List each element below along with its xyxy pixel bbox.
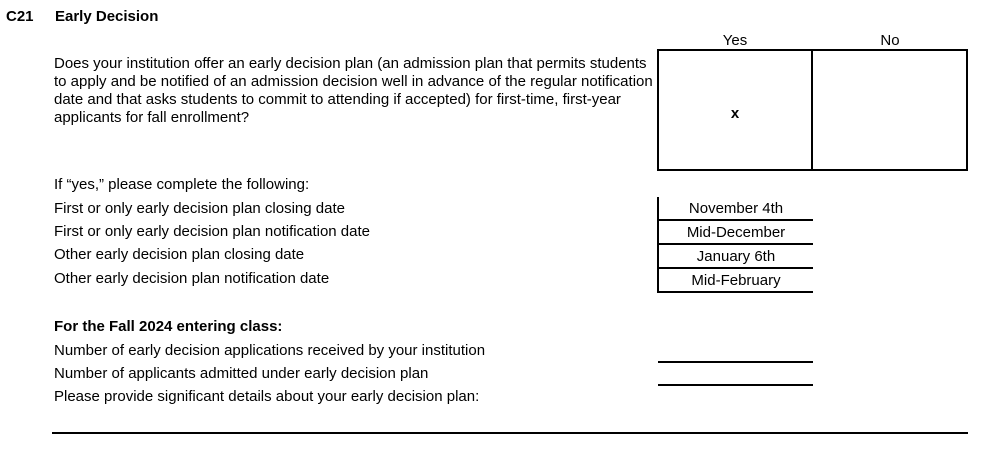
- yes-check-mark: x: [730, 105, 740, 122]
- applicants-admitted-label: Number of applicants admitted under early decision plan: [54, 365, 429, 382]
- first-closing-date-label: First or only early decision plan closing date: [54, 200, 345, 217]
- plan-details-label: Please provide significant details about your early decision plan:: [54, 388, 480, 405]
- other-notification-date-label: Other early decision plan notification date: [54, 270, 330, 287]
- first-notification-date-label: First or only early decision plan notification date: [54, 223, 370, 240]
- followup-intro: If “yes,” please complete the following:: [54, 176, 310, 193]
- applications-received-field[interactable]: [658, 361, 813, 363]
- other-closing-date-label: Other early decision plan closing date: [54, 246, 305, 263]
- yes-column-header: Yes: [722, 32, 748, 49]
- fall-class-heading: For the Fall 2024 entering class:: [54, 318, 283, 335]
- yes-answer-box[interactable]: [657, 49, 813, 171]
- applications-received-label: Number of early decision applications received by your institution: [54, 342, 486, 359]
- first-closing-date-field[interactable]: November 4th: [657, 197, 813, 221]
- other-closing-date-field[interactable]: January 6th: [657, 245, 813, 269]
- section-code: C21: [6, 8, 34, 25]
- first-notification-date-field[interactable]: Mid-December: [657, 221, 813, 245]
- other-notification-date-field[interactable]: Mid-February: [657, 269, 813, 293]
- section-divider: [52, 432, 968, 434]
- early-decision-question: Does your institution offer an early decision plan (an admission plan that permits students to apply and be notified of an admission decision well in advance of the regular notification date and that asks students to commit to attending if accepted) for first-time, first-year applicants for fall enrollment?: [54, 55, 653, 126]
- no-answer-box[interactable]: [811, 49, 968, 171]
- section-title: Early Decision: [55, 8, 159, 25]
- applicants-admitted-field[interactable]: [658, 384, 813, 386]
- no-column-header: No: [880, 32, 900, 49]
